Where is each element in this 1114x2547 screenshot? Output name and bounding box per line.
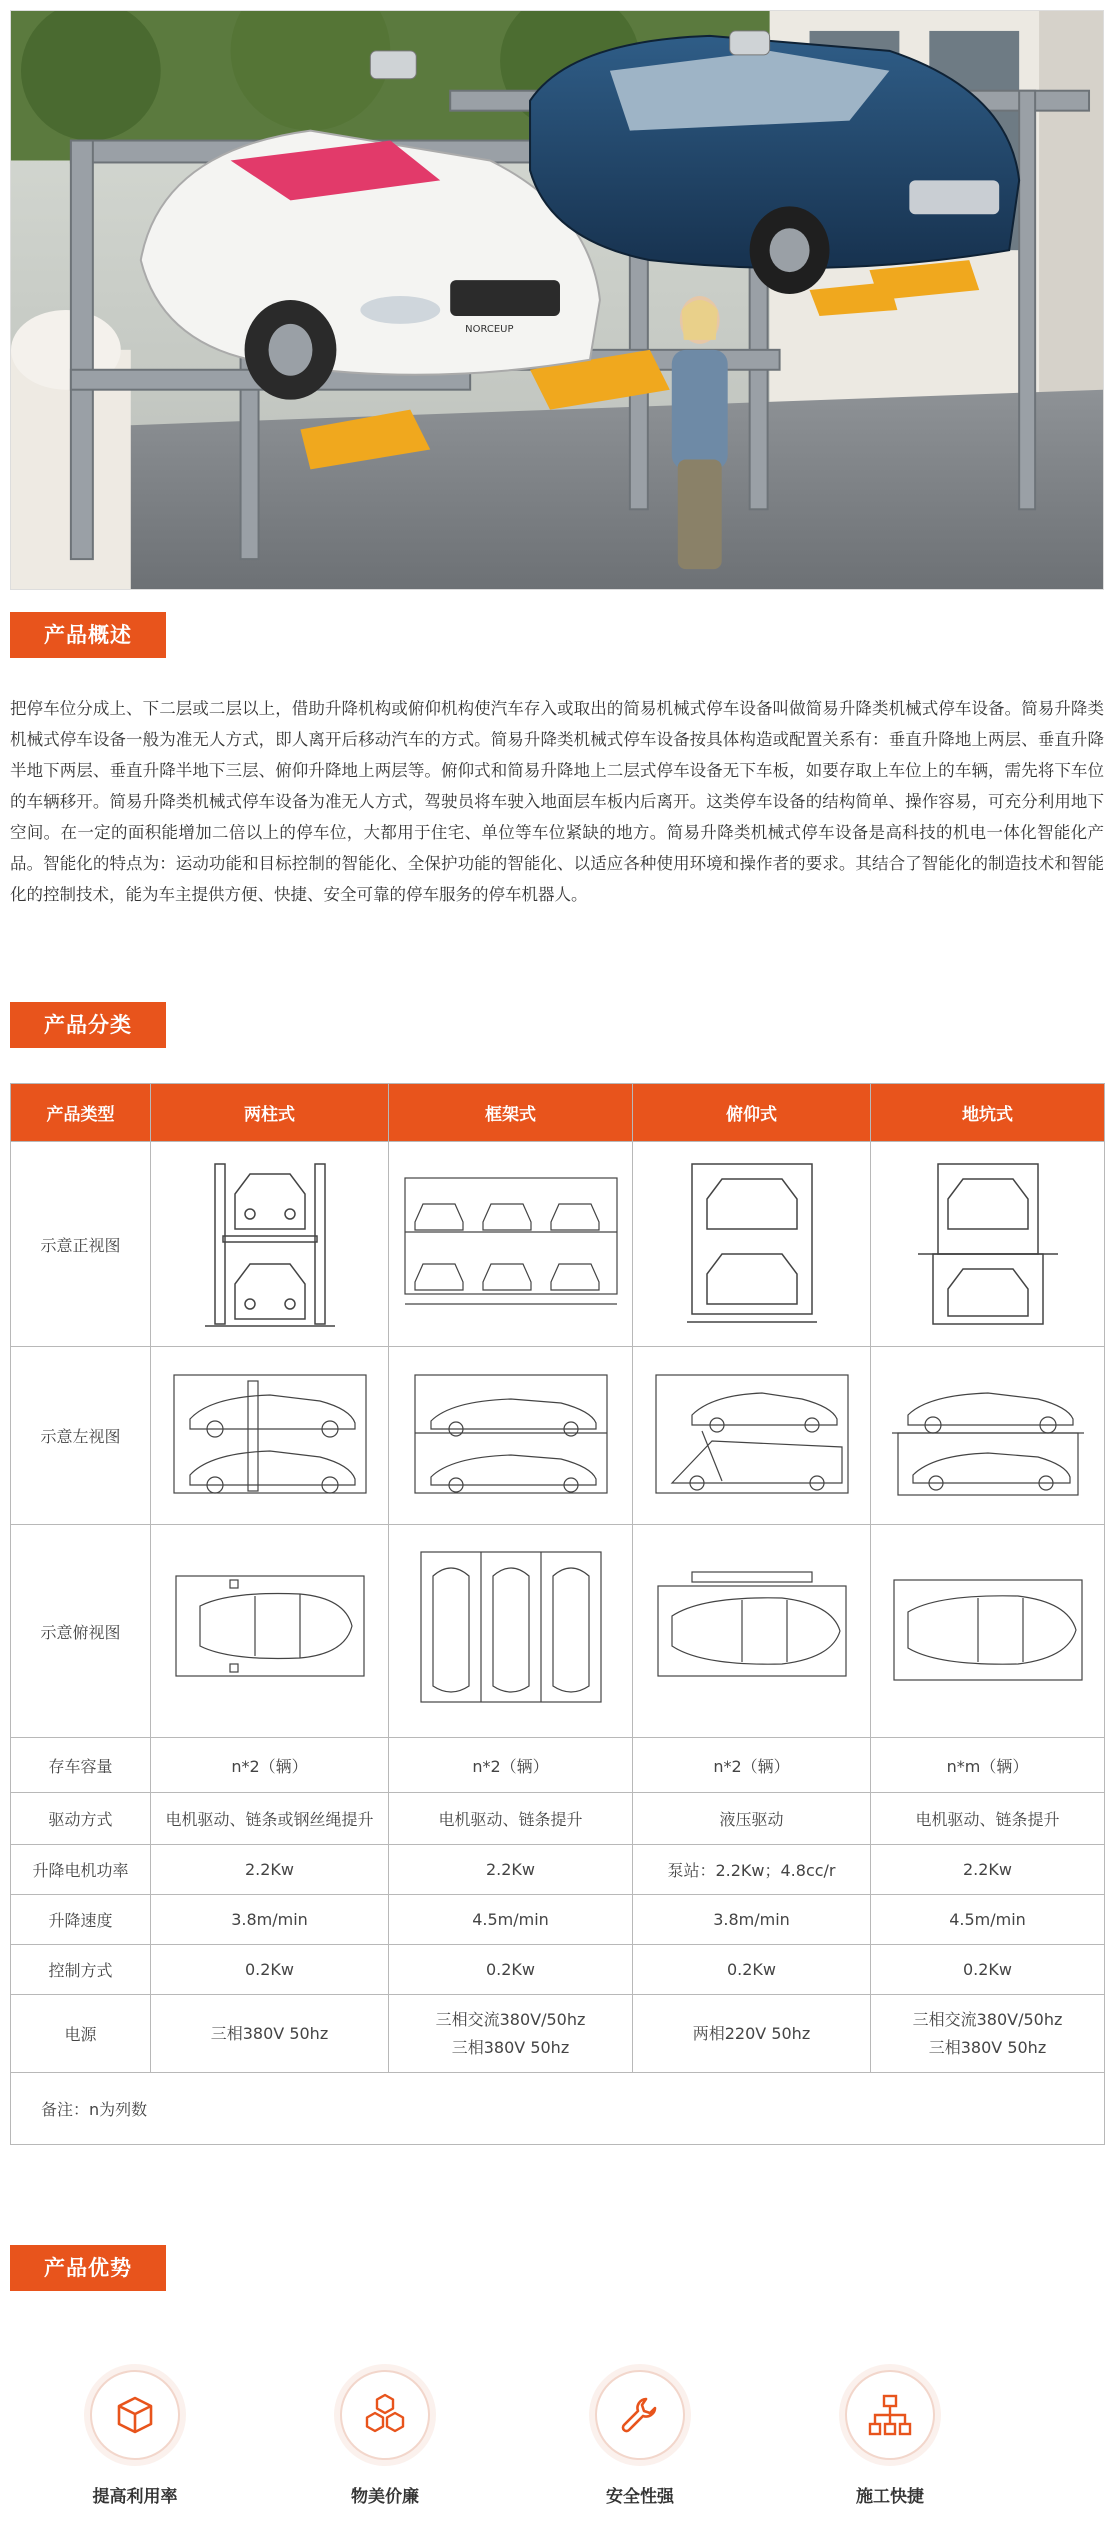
row-label: 示意左视图 (11, 1347, 151, 1525)
table-cell: 0.2Kw (633, 1945, 871, 1995)
diagram-front-frame (389, 1142, 633, 1347)
table-cell: n*2（辆） (151, 1738, 389, 1793)
hero-logo-text: NORCEUP (465, 323, 514, 335)
advantages-list (10, 2370, 1104, 2540)
table-row (11, 1945, 1105, 1995)
advantage-label: 施工快捷 (856, 2487, 924, 2507)
overview-text: 把停车位分成上、下二层或二层以上，借助升降机构或俯仰机构使汽车存入或取出的简易机械式停车设备叫做简易升降类机械式停车设备。简易升降类机械式停车设备一般为准无人方式，即人离开后移动汽车的方式。简易升降类机械式停车设备按具体构造或配置关系有：垂直升降地上两层、垂直升降半地下两层、垂直升降半地下三层、俯仰升降地上两层等。俯仰式和简易升降地上二层式停车设备无下车板，如要存取上车位上的车辆，需先将下车位的车辆移开。简易升降类机械式停车设备为准无人方式，驾驶员将车驶入地面层车板内后离开。这类停车设备的结构简单、操作容易，可充分利用地下空间。在一定的面积能增加二倍以上的停车位，大都用于住宅、单位等车位紧缺的地方。简易升降类机械式停车设备是高科技的机电一体化智能化产品。智能化的特点为：运动功能和目标控制的智能化、全保护功能的智能化、以适应各种使用环境和操作者的要求。其结合了智能化的制造技术和智能化的控制技术，能为车主提供方便、快捷、安全可靠的停车服务的停车机器人。 (10, 699, 1104, 904)
header-frame: 框架式 (389, 1084, 633, 1142)
diagram-top-pit (871, 1525, 1105, 1738)
table-cell: n*m（辆） (871, 1738, 1105, 1793)
table-cell: 三相交流380V/50hz 三相380V 50hz (871, 1995, 1105, 2073)
diagram-top-frame (389, 1525, 633, 1738)
diagram-side-pit (871, 1347, 1105, 1525)
table-cell: 3.8m/min (151, 1895, 389, 1945)
table-note: 备注：n为列数 (11, 2073, 1105, 2145)
advantage-label: 物美价廉 (351, 2487, 419, 2507)
header-type: 产品类型 (11, 1084, 151, 1142)
table-cell: 2.2Kw (389, 1845, 633, 1895)
hexagons-icon (340, 2370, 430, 2460)
table-cell: 两相220V 50hz (633, 1995, 871, 2073)
table-row (11, 1793, 1105, 1845)
section-title-overview: 产品概述 (10, 612, 166, 658)
table-cell: 4.5m/min (871, 1895, 1105, 1945)
advantage-label: 提高利用率 (92, 2487, 178, 2507)
hero-image (10, 10, 1104, 590)
header-tilt: 俯仰式 (633, 1084, 871, 1142)
table-row (11, 1895, 1105, 1945)
org-chart-icon (845, 2370, 935, 2460)
table-cell: 0.2Kw (151, 1945, 389, 1995)
table-cell: 泵站：2.2Kw；4.8cc/r (633, 1845, 871, 1895)
table-row (11, 1347, 1105, 1525)
table-cell: 液压驱动 (633, 1793, 871, 1845)
diagram-front-pit (871, 1142, 1105, 1347)
table-cell: n*2（辆） (633, 1738, 871, 1793)
table-cell: 0.2Kw (389, 1945, 633, 1995)
table-note-row (11, 2073, 1105, 2145)
table-cell: 电机驱动、链条提升 (389, 1793, 633, 1845)
table-header-row (11, 1084, 1105, 1142)
diagram-side-tilt (633, 1347, 871, 1525)
section-title-advantage: 产品优势 (10, 2245, 166, 2291)
advantage-item (815, 2370, 965, 2507)
wrench-icon (595, 2370, 685, 2460)
table-cell: 三相交流380V/50hz 三相380V 50hz (389, 1995, 633, 2073)
row-label: 升降速度 (11, 1895, 151, 1945)
diagram-side-frame (389, 1347, 633, 1525)
row-label: 示意正视图 (11, 1142, 151, 1347)
table-cell: 2.2Kw (871, 1845, 1105, 1895)
table-cell: 3.8m/min (633, 1895, 871, 1945)
table-cell: 电机驱动、链条或钢丝绳提升 (151, 1793, 389, 1845)
table-cell: 2.2Kw (151, 1845, 389, 1895)
advantage-item (310, 2370, 460, 2507)
table-cell: 三相380V 50hz (151, 1995, 389, 2073)
diagram-front-two-post (151, 1142, 389, 1347)
table-row (11, 1995, 1105, 2073)
row-label: 电源 (11, 1995, 151, 2073)
table-row (11, 1845, 1105, 1895)
section-title-category: 产品分类 (10, 1002, 166, 1048)
table-cell: n*2（辆） (389, 1738, 633, 1793)
advantage-item (565, 2370, 715, 2507)
table-row (11, 1142, 1105, 1347)
diagram-front-tilt (633, 1142, 871, 1347)
header-pit: 地坑式 (871, 1084, 1105, 1142)
advantage-item (60, 2370, 210, 2507)
table-row (11, 1738, 1105, 1793)
spec-table (10, 1083, 1105, 2145)
diagram-top-tilt (633, 1525, 871, 1738)
diagram-side-two-post (151, 1347, 389, 1525)
table-cell: 0.2Kw (871, 1945, 1105, 1995)
diagram-top-two-post (151, 1525, 389, 1738)
row-label: 升降电机功率 (11, 1845, 151, 1895)
advantage-label: 安全性强 (606, 2487, 674, 2507)
header-two-post: 两柱式 (151, 1084, 389, 1142)
table-cell: 电机驱动、链条提升 (871, 1793, 1105, 1845)
row-label: 存车容量 (11, 1738, 151, 1793)
row-label: 示意俯视图 (11, 1525, 151, 1738)
table-cell: 4.5m/min (389, 1895, 633, 1945)
cube-icon (90, 2370, 180, 2460)
table-row (11, 1525, 1105, 1738)
row-label: 控制方式 (11, 1945, 151, 1995)
row-label: 驱动方式 (11, 1793, 151, 1845)
